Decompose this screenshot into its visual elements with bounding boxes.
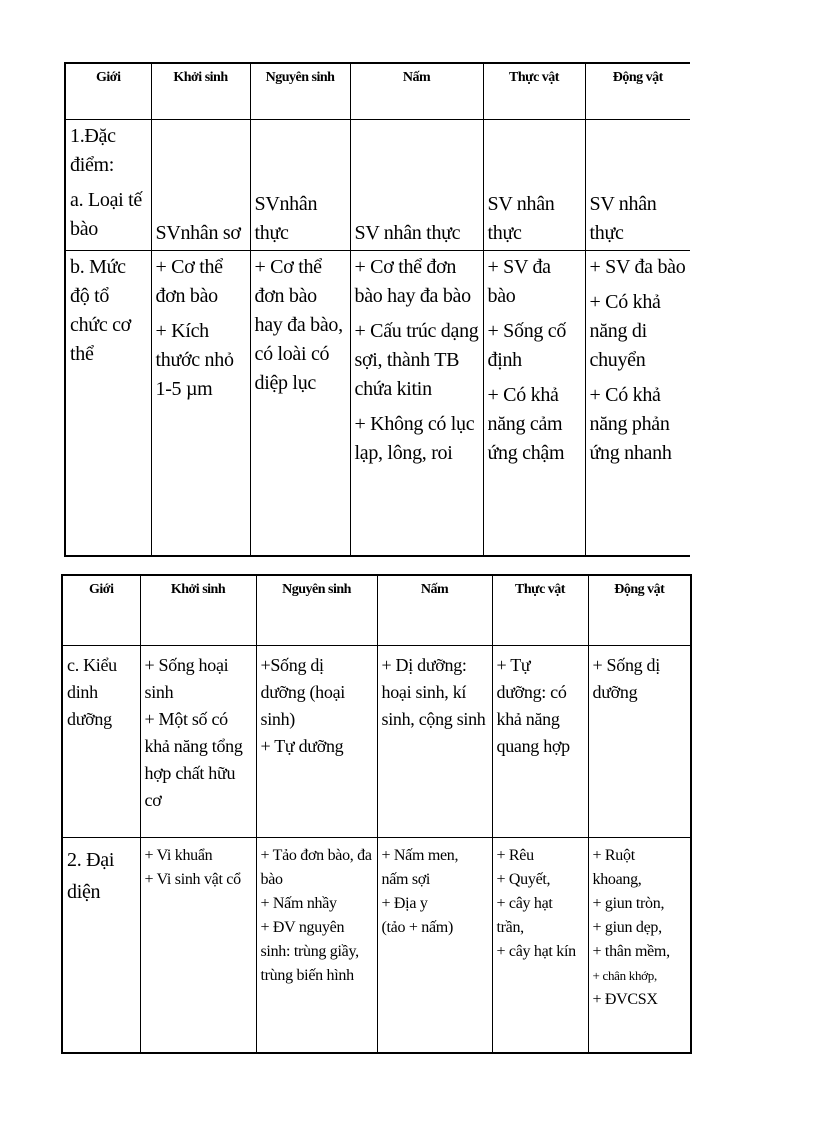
classification-table-1 bbox=[64, 62, 690, 557]
cell-thuc-vat bbox=[492, 645, 588, 837]
table-row-nutrition bbox=[62, 645, 691, 837]
cell-nam: SV nhân thực bbox=[350, 119, 483, 250]
cell-nguyen-sinh bbox=[256, 645, 377, 837]
row-label-cell-type bbox=[65, 119, 151, 250]
header-thuc-vat: Thực vật bbox=[492, 575, 588, 645]
list-item: + Vi khuẩn bbox=[144, 846, 213, 864]
cell-nguyen-sinh: SVnhân thực bbox=[250, 119, 350, 250]
list-item: + Quyết, bbox=[496, 870, 551, 888]
list-item: + Địa y bbox=[381, 894, 428, 912]
row-label-organization: b. Mức độ tổ chức cơ thể bbox=[65, 250, 151, 556]
list-item: + Tự dưỡng: có khả năng quang hợp bbox=[496, 654, 570, 756]
list-item: + thân mềm, bbox=[592, 942, 670, 960]
header-nguyen-sinh: Nguyên sinh bbox=[250, 63, 350, 119]
list-item: + SV đa bào bbox=[589, 255, 686, 278]
header-dong-vat: Động vật bbox=[588, 575, 691, 645]
list-item: + Tảo đơn bào, đa bào bbox=[260, 846, 372, 888]
table-row-cell-type bbox=[65, 119, 690, 250]
cell-khoi-sinh bbox=[140, 837, 256, 1053]
list-item: + Cơ thể đơn bào hay đa bào, có loài có diệp lục bbox=[254, 255, 343, 394]
list-item: + giun tròn, bbox=[592, 894, 665, 912]
table-header-row bbox=[65, 63, 690, 119]
row-label-representatives: 2. Đại diện bbox=[62, 837, 140, 1053]
list-item: + Rêu bbox=[496, 846, 534, 864]
cell-dong-vat bbox=[588, 837, 691, 1053]
cell-khoi-sinh bbox=[140, 645, 256, 837]
cell-khoi-sinh: SVnhân sơ bbox=[151, 119, 250, 250]
cell-dong-vat bbox=[585, 250, 690, 556]
list-item: + Sống dị dưỡng bbox=[592, 654, 660, 702]
list-item: + ĐVCSX bbox=[592, 990, 658, 1008]
list-item: + Sống hoại sinh bbox=[144, 654, 229, 702]
header-khoi-sinh: Khởi sinh bbox=[151, 63, 250, 119]
header-gioi: Giới bbox=[65, 63, 151, 119]
list-item: + Sống cố định bbox=[487, 319, 567, 371]
list-item: + Ruột khoang, bbox=[592, 846, 642, 888]
list-item: + Tự dưỡng bbox=[260, 735, 344, 756]
table-row-organization bbox=[65, 250, 690, 556]
list-item: + Cấu trúc dạng sợi, thành TB chứa kitin bbox=[354, 319, 479, 400]
list-item: + Vi sinh vật cổ bbox=[144, 870, 241, 888]
list-item: + Không có lục lạp, lông, roi bbox=[354, 412, 475, 464]
cell-nguyen-sinh bbox=[256, 837, 377, 1053]
list-item: + cây hạt trần, bbox=[496, 894, 553, 936]
cell-thuc-vat: SV nhân thực bbox=[483, 119, 585, 250]
list-item: + Cơ thể đơn bào hay đa bào bbox=[354, 255, 471, 307]
list-item: + Cơ thể đơn bào bbox=[155, 255, 223, 307]
list-item: + chân khớp, bbox=[592, 967, 657, 983]
row-label-line: a. Loại tế bào bbox=[70, 188, 142, 240]
list-item: + Có khả năng phản ứng nhanh bbox=[589, 383, 672, 464]
table-row-representatives bbox=[62, 837, 691, 1053]
classification-table-2 bbox=[61, 574, 692, 1054]
list-item: + cây hạt kín bbox=[496, 942, 576, 960]
list-item: + Kích thước nhỏ 1-5 µm bbox=[155, 319, 234, 400]
list-item: + Dị dưỡng: hoại sinh, kí sinh, cộng sinh bbox=[381, 654, 486, 729]
header-nguyen-sinh: Nguyên sinh bbox=[256, 575, 377, 645]
list-item: + Có khả năng cảm ứng chậm bbox=[487, 383, 565, 464]
list-item: + Có khả năng di chuyển bbox=[589, 290, 661, 371]
header-nam: Nấm bbox=[377, 575, 492, 645]
list-item: (tảo + nấm) bbox=[381, 918, 453, 936]
row-label-line: 1.Đặc điểm: bbox=[70, 124, 116, 176]
cell-nam bbox=[350, 250, 483, 556]
cell-dong-vat bbox=[588, 645, 691, 837]
cell-thuc-vat bbox=[492, 837, 588, 1053]
cell-thuc-vat bbox=[483, 250, 585, 556]
list-item: + Nấm nhầy bbox=[260, 894, 337, 912]
cell-nam bbox=[377, 837, 492, 1053]
table-header-row bbox=[62, 575, 691, 645]
list-item: +Sống dị dưỡng (hoại sinh) bbox=[260, 654, 345, 729]
cell-nguyen-sinh bbox=[250, 250, 350, 556]
header-thuc-vat: Thực vật bbox=[483, 63, 585, 119]
cell-khoi-sinh bbox=[151, 250, 250, 556]
row-label-nutrition: c. Kiểu dinh dưỡng bbox=[62, 645, 140, 837]
header-nam: Nấm bbox=[350, 63, 483, 119]
list-item: + SV đa bào bbox=[487, 255, 551, 307]
list-item: + giun dẹp, bbox=[592, 918, 662, 936]
header-dong-vat: Động vật bbox=[585, 63, 690, 119]
list-item: + Một số có khả năng tổng hợp chất hữu cơ bbox=[144, 708, 243, 810]
cell-nam bbox=[377, 645, 492, 837]
list-item: + Nấm men, nấm sợi bbox=[381, 846, 459, 888]
header-khoi-sinh: Khởi sinh bbox=[140, 575, 256, 645]
cell-dong-vat: SV nhân thực bbox=[585, 119, 690, 250]
list-item: + ĐV nguyên sinh: trùng giầy, trùng biến hình bbox=[260, 918, 359, 984]
header-gioi: Giới bbox=[62, 575, 140, 645]
